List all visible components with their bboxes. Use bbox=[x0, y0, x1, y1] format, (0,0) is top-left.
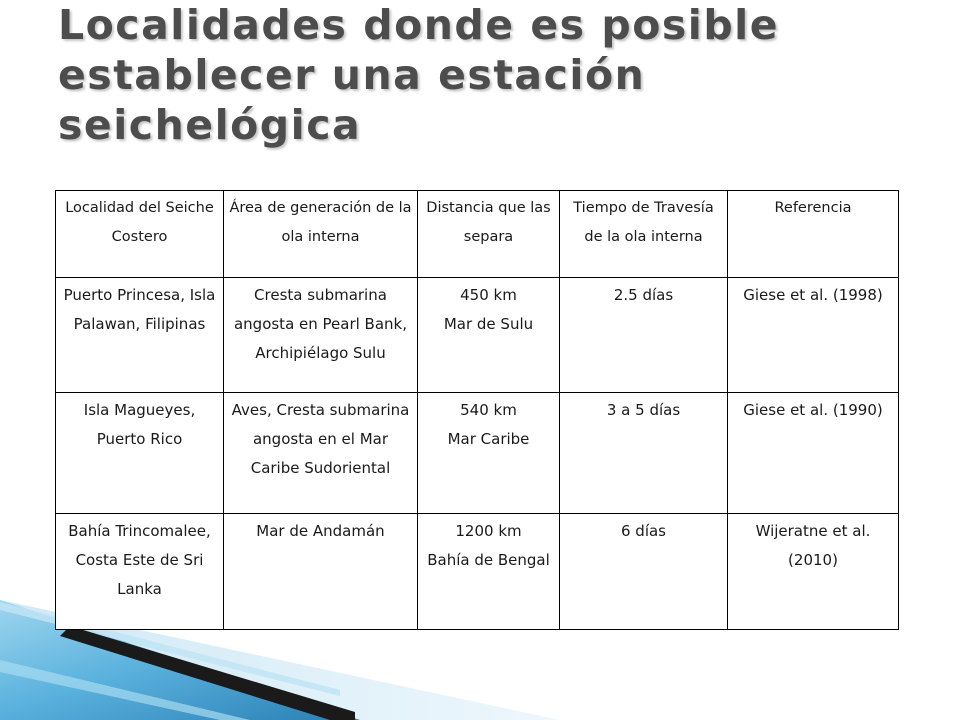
distance-value: 540 km bbox=[460, 401, 517, 419]
cell-travel-time: 2.5 días bbox=[560, 278, 728, 393]
header-distance: Distancia que las separa bbox=[418, 191, 560, 278]
cell-reference: Giese et al. (1990) bbox=[728, 393, 899, 514]
distance-sea: Bahía de Bengal bbox=[427, 551, 550, 569]
cell-reference: Wijeratne et al. (2010) bbox=[728, 514, 899, 630]
cell-distance bbox=[418, 393, 560, 514]
cell-generation-area: Cresta submarina angosta en Pearl Bank, Archipiélago Sulu bbox=[224, 278, 418, 393]
table-row bbox=[56, 393, 899, 514]
cell-reference: Giese et al. (1998) bbox=[728, 278, 899, 393]
cell-generation-area: Aves, Cresta submarina angosta en el Mar Caribe Sudoriental bbox=[224, 393, 418, 514]
cell-travel-time: 3 a 5 días bbox=[560, 393, 728, 514]
cell-locality: Bahía Trincomalee, Costa Este de Sri Lanka bbox=[56, 514, 224, 630]
cell-distance bbox=[418, 278, 560, 393]
distance-sea: Mar de Sulu bbox=[443, 315, 534, 333]
table-row bbox=[56, 278, 899, 393]
locations-table bbox=[55, 190, 899, 630]
header-generation-area: Área de generación de la ola interna bbox=[224, 191, 418, 278]
cell-locality: Puerto Princesa, Isla Palawan, Filipinas bbox=[56, 278, 224, 393]
slide-title: Localidades donde es posible establecer una estación seichelógica bbox=[58, 1, 780, 149]
header-travel-time: Tiempo de Travesía de la ola interna bbox=[560, 191, 728, 278]
table-row bbox=[56, 514, 899, 630]
table-header-row bbox=[56, 191, 899, 278]
locations-table-container bbox=[55, 190, 899, 630]
cell-distance bbox=[418, 514, 560, 630]
cell-locality: Isla Magueyes, Puerto Rico bbox=[56, 393, 224, 514]
header-locality: Localidad del Seiche Costero bbox=[56, 191, 224, 278]
cell-travel-time: 6 días bbox=[560, 514, 728, 630]
distance-sea: Mar Caribe bbox=[447, 430, 530, 448]
cell-generation-area: Mar de Andamán bbox=[224, 514, 418, 630]
distance-value: 450 km bbox=[460, 286, 517, 304]
distance-value: 1200 km bbox=[455, 522, 522, 540]
header-reference: Referencia bbox=[728, 191, 899, 278]
